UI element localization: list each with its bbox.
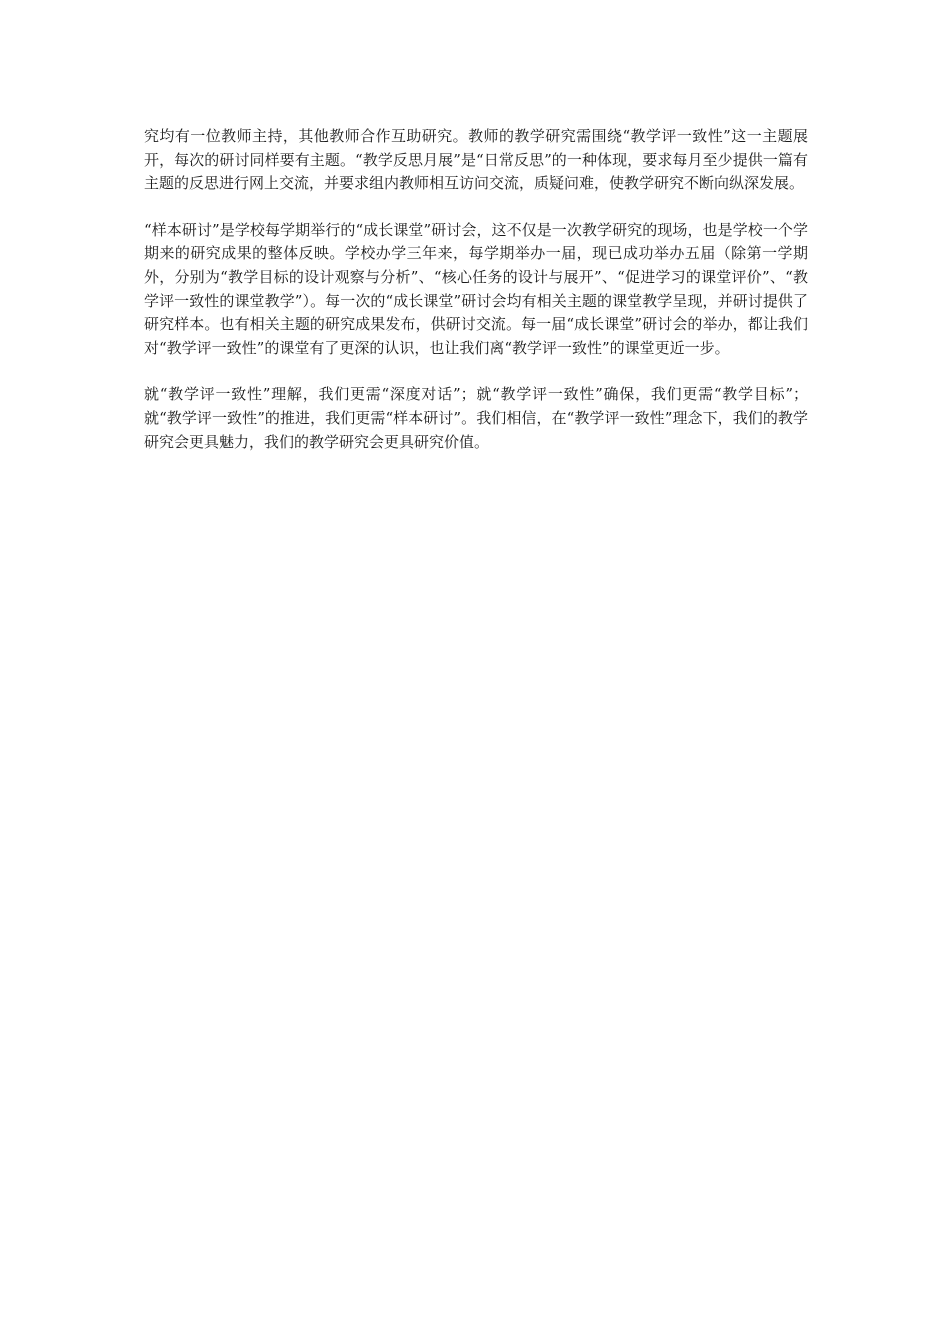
paragraph-1: 究均有一位教师主持，其他教师合作互助研究。教师的教学研究需围绕“教学评一致性”这一主题展开，每次的研讨同样要有主题。“教学反思月展”是“日常反思”的一种体现，要求每月至少提供一篇有主题的反思进行网上交流，并要求组内教师相互访问交流，质疑问难，使教学研究不断向纵深发展。: [144, 127, 808, 193]
paragraph-2: “样本研讨”是学校每学期举行的“成长课堂”研讨会，这不仅是一次教学研究的现场，也是学校一个学期来的研究成果的整体反映。学校办学三年来，每学期举办一届，现已成功举办五届（除第一学期外，分别为“教学目标的设计观察与分析”、“核心任务的设计与展开”、“促进学习的课堂评价”、“教学评一致性的课堂教学”）。每一次的“成长课堂”研讨会均有相关主题的课堂教学呈现，并研讨提供了研究样本。也有相关主题的研究成果发布，供研讨交流。每一届“成长课堂”研讨会的举办，都让我们对“教学评一致性”的课堂有了更深的认识，也让我们离“教学评一致性”的课堂更近一步。: [144, 220, 808, 357]
paragraph-3: 就“教学评一致性”理解，我们更需“深度对话”；就“教学评一致性”确保，我们更需“教学目标”；就“教学评一致性”的推进，我们更需“样本研讨”。我们相信，在“教学评一致性”理念下，我们的教学研究会更具魅力，我们的教学研究会更具研究价值。: [144, 385, 808, 451]
document-body: [144, 125, 808, 477]
